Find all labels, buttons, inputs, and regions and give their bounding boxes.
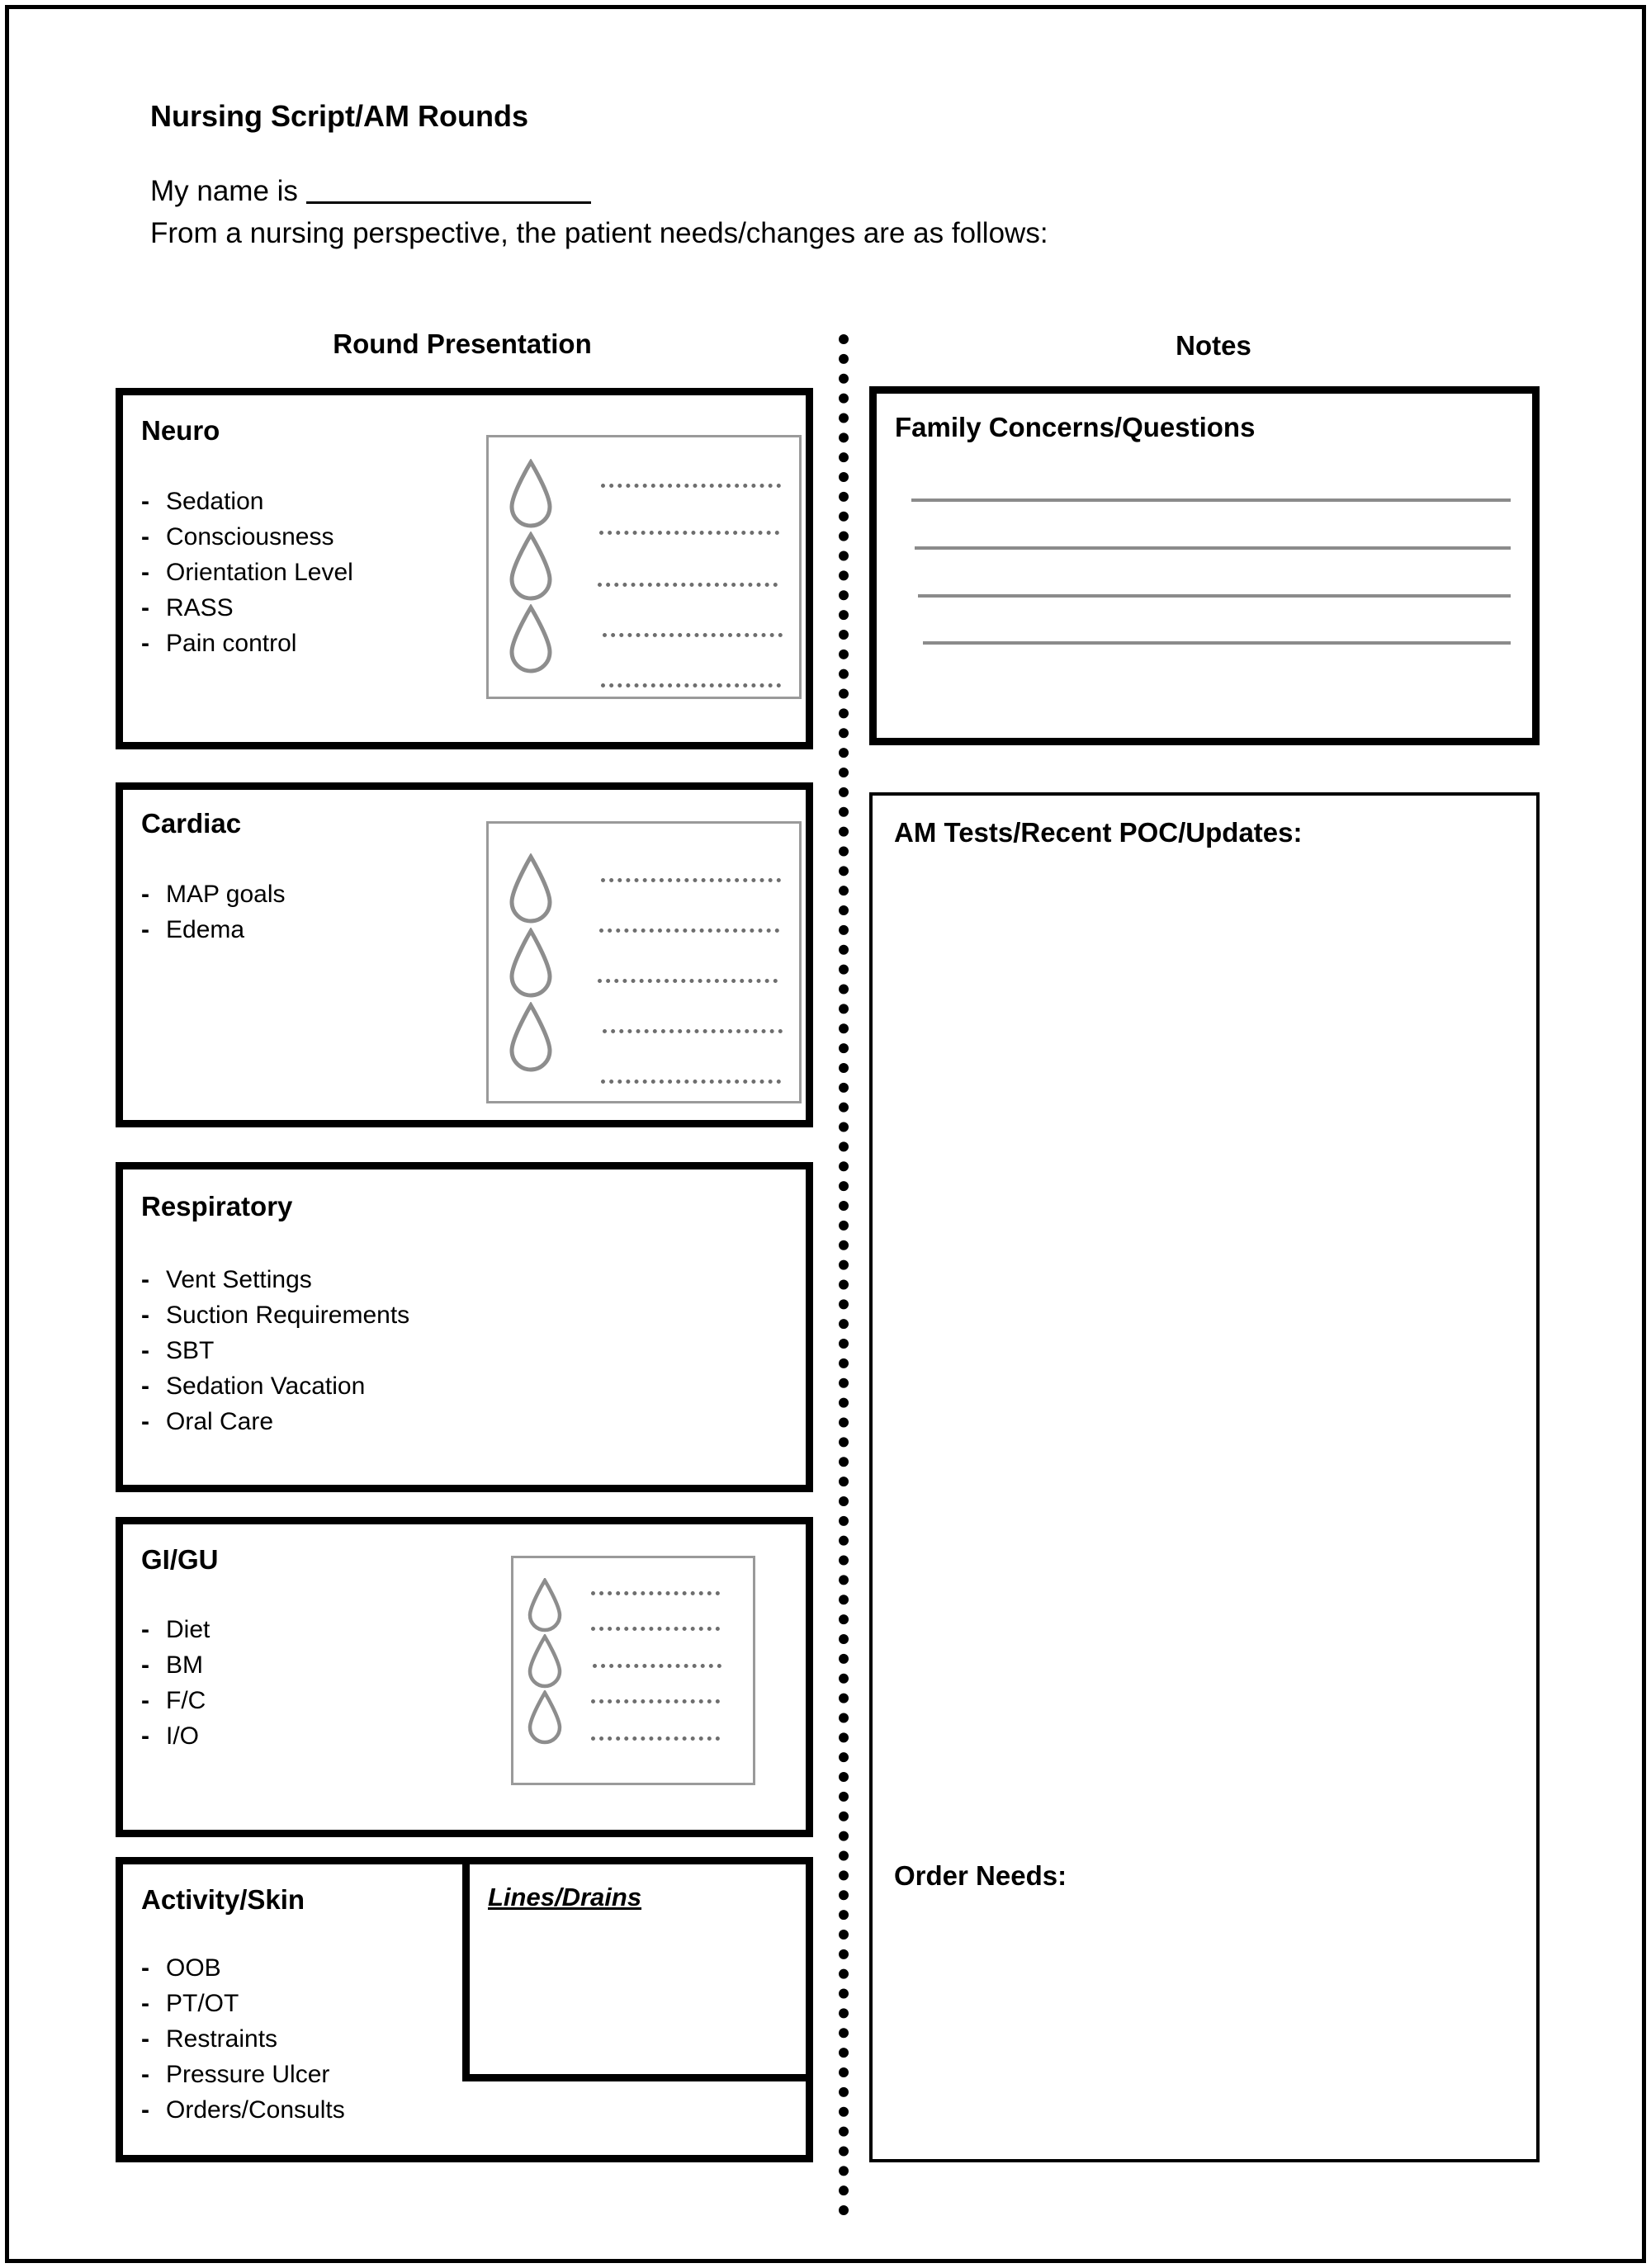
column-divider-dashed-line: [839, 334, 849, 2216]
list-item: [141, 2057, 345, 2092]
bullet-dash: -: [141, 523, 149, 550]
bullet-dash: -: [141, 916, 149, 943]
dotted-write-row[interactable]: [601, 1080, 781, 1084]
list-item: [141, 1950, 345, 1986]
section-box-respiratory: [116, 1162, 813, 1492]
list-item: [141, 1986, 345, 2021]
write-line[interactable]: [923, 641, 1511, 645]
dotted-write-row[interactable]: [599, 531, 779, 535]
list-item-label: I/O: [166, 1722, 200, 1750]
my-name-is-blank-field[interactable]: [306, 201, 591, 204]
list-item: [141, 1612, 210, 1647]
dotted-write-row[interactable]: [598, 979, 778, 983]
column-heading-round-presentation: Round Presentation: [333, 328, 592, 359]
list-item-label: PT/OT: [166, 1990, 239, 2017]
notes-title-am-tests: AM Tests/Recent POC/Updates:: [894, 817, 1303, 848]
list-item-label: Pressure Ulcer: [166, 2061, 330, 2088]
dotted-write-row[interactable]: [603, 633, 783, 637]
list-item-label: Consciousness: [166, 523, 334, 550]
list-item: [141, 519, 353, 555]
water-drop-icon: [507, 853, 555, 928]
water-drop-icon: [507, 928, 555, 1002]
droplet-stack: [507, 853, 555, 1076]
dotted-write-row[interactable]: [591, 1736, 720, 1741]
list-item-label: Vent Settings: [166, 1266, 312, 1293]
bullet-dash: -: [141, 559, 149, 586]
list-item: [141, 484, 353, 519]
notes-box-am-tests-order-needs[interactable]: [869, 792, 1540, 2162]
dotted-write-row[interactable]: [591, 1591, 720, 1595]
notes-box-family-concerns[interactable]: [869, 386, 1540, 745]
list-item-label: Suction Requirements: [166, 1302, 410, 1329]
dotted-write-row[interactable]: [601, 683, 781, 687]
section-title-respiratory: Respiratory: [141, 1191, 293, 1221]
dotted-write-rows[interactable]: [601, 484, 781, 687]
droplet-stack: [507, 459, 555, 677]
list-item-label: Sedation Vacation: [166, 1373, 366, 1400]
water-drop-icon: [507, 532, 555, 604]
list-item: [141, 2021, 345, 2057]
list-item-label: MAP goals: [166, 881, 286, 908]
bullet-dash: -: [141, 1651, 149, 1679]
list-item: [141, 626, 353, 661]
list-item: [141, 876, 286, 912]
droplet-panel-gi-gu[interactable]: [511, 1556, 755, 1785]
water-drop-icon: [527, 1634, 563, 1690]
lines-drains-box[interactable]: [462, 1857, 813, 2081]
dotted-write-rows[interactable]: [591, 1591, 720, 1741]
bullet-dash: -: [141, 2025, 149, 2053]
list-item: [141, 1404, 409, 1439]
water-drop-icon: [527, 1690, 563, 1746]
dotted-write-row[interactable]: [598, 583, 778, 587]
lines-drains-title: Lines/Drains: [488, 1883, 642, 1911]
dotted-write-row[interactable]: [601, 878, 781, 882]
bullet-dash: -: [141, 488, 149, 515]
section-list-activity-skin: [141, 1950, 345, 2128]
water-drop-icon: [527, 1578, 563, 1634]
dotted-write-row[interactable]: [599, 928, 779, 933]
section-title-cardiac: Cardiac: [141, 808, 242, 839]
dotted-write-row[interactable]: [601, 484, 781, 488]
list-item: [141, 1333, 409, 1368]
list-item: [141, 2092, 345, 2128]
list-item-label: Diet: [166, 1616, 211, 1643]
droplet-stack: [527, 1578, 563, 1746]
section-title-neuro: Neuro: [141, 415, 220, 446]
droplet-panel-cardiac[interactable]: [486, 821, 802, 1103]
droplet-panel-neuro[interactable]: [486, 435, 802, 699]
list-item-label: Orders/Consults: [166, 2096, 345, 2124]
write-line[interactable]: [915, 546, 1511, 550]
list-item: [141, 1647, 210, 1683]
list-item: [141, 1718, 210, 1754]
section-list-respiratory: [141, 1262, 409, 1439]
bullet-dash: -: [141, 1408, 149, 1435]
section-box-cardiac: [116, 782, 813, 1127]
bullet-dash: -: [141, 630, 149, 657]
write-line[interactable]: [918, 594, 1511, 598]
list-item-label: Edema: [166, 916, 245, 943]
section-list-cardiac: [141, 876, 286, 947]
bullet-dash: -: [141, 2096, 149, 2124]
water-drop-icon: [507, 1002, 555, 1076]
bullet-dash: -: [141, 1373, 149, 1400]
list-item-label: Sedation: [166, 488, 264, 515]
list-item-label: F/C: [166, 1687, 206, 1714]
section-box-neuro: [116, 388, 813, 749]
list-item-label: Restraints: [166, 2025, 278, 2053]
bullet-dash: -: [141, 1990, 149, 2017]
water-drop-icon: [507, 459, 555, 532]
list-item: [141, 590, 353, 626]
section-box-gi-gu: [116, 1517, 813, 1837]
bullet-dash: -: [141, 1616, 149, 1643]
list-item: [141, 1262, 409, 1297]
water-drop-icon: [507, 604, 555, 677]
my-name-is-line: [150, 175, 591, 208]
section-list-neuro: [141, 484, 353, 661]
section-title-gi-gu: GI/GU: [141, 1544, 219, 1575]
bullet-dash: -: [141, 1266, 149, 1293]
perspective-statement: From a nursing perspective, the patient needs/changes are as follows:: [150, 217, 1048, 249]
bullet-dash: -: [141, 1337, 149, 1364]
my-name-is-label: My name is: [150, 175, 298, 207]
bullet-dash: -: [141, 1954, 149, 1982]
write-line[interactable]: [911, 498, 1511, 502]
list-item-label: BM: [166, 1651, 203, 1679]
bullet-dash: -: [141, 1722, 149, 1750]
column-heading-notes: Notes: [1176, 330, 1251, 361]
bullet-dash: -: [141, 881, 149, 908]
list-item: [141, 555, 353, 590]
list-item-label: Orientation Level: [166, 559, 353, 586]
page-title: Nursing Script/AM Rounds: [150, 99, 528, 133]
notes-title-family-concerns: Family Concerns/Questions: [895, 412, 1256, 442]
list-item-label: Pain control: [166, 630, 297, 657]
list-item: [141, 1297, 409, 1333]
bullet-dash: -: [141, 1687, 149, 1714]
list-item-label: Oral Care: [166, 1408, 274, 1435]
section-list-gi-gu: [141, 1612, 210, 1754]
bullet-dash: -: [141, 594, 149, 621]
list-item-label: SBT: [166, 1337, 215, 1364]
bullet-dash: -: [141, 2061, 149, 2088]
dotted-write-row[interactable]: [591, 1627, 720, 1631]
dotted-write-row[interactable]: [591, 1699, 720, 1703]
dotted-write-rows[interactable]: [601, 878, 781, 1084]
dotted-write-row[interactable]: [593, 1664, 721, 1668]
section-title-activity-skin: Activity/Skin: [141, 1884, 305, 1915]
list-item-label: RASS: [166, 594, 234, 621]
list-item: [141, 1683, 210, 1718]
list-item-label: OOB: [166, 1954, 221, 1982]
bullet-dash: -: [141, 1302, 149, 1329]
list-item: [141, 912, 286, 947]
list-item: [141, 1368, 409, 1404]
dotted-write-row[interactable]: [603, 1029, 783, 1033]
notes-title-order-needs: Order Needs:: [894, 1860, 1067, 1891]
